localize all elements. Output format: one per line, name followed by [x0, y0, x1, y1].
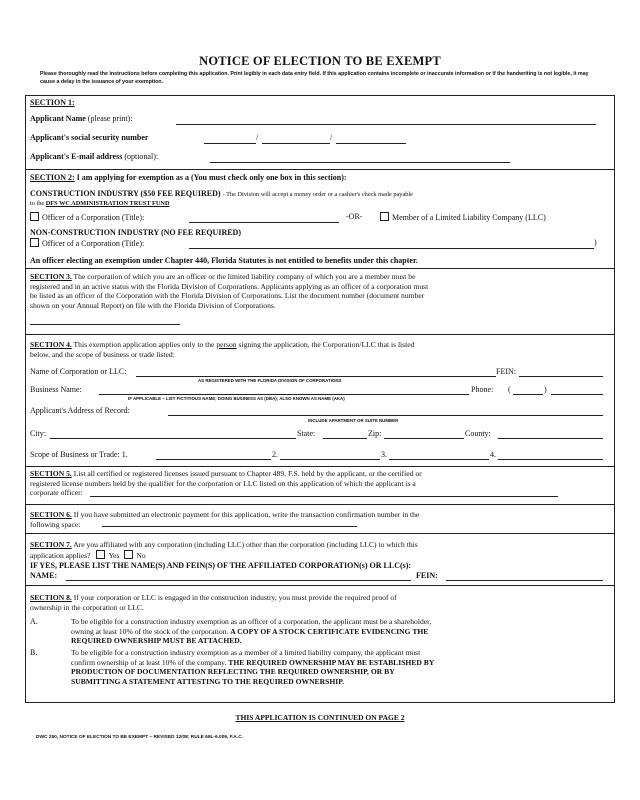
city-label: City: — [30, 429, 47, 438]
item-b-label: B. — [30, 648, 38, 657]
section-4-intro: SECTION 4. This exemption application applies only to the person signing the application, the Corporation/LLC that is listed below, and the scope of business or trade listed: — [30, 340, 415, 359]
ssn-slash-1: / — [256, 133, 259, 142]
scope-field-1[interactable] — [156, 459, 271, 460]
section-3-text: SECTION 3. The corporation of which you are an officer or the limited liability company of which you are a member must be registered and in an active status with the Florida Division of Corporations. Applicants applying as an officer of a corporation must be listed as an officer of the Corporation with the Florida Division of Corporations. List the document number (document number shown on your Annual Report) on file with the Florida Division of Corporations. — [30, 272, 429, 310]
nci-officer-checkbox[interactable] — [30, 238, 39, 247]
payee-line: to the DFS WC ADMINISTRATION TRUST FUND — [30, 200, 170, 207]
phone-paren-open: ( — [508, 385, 511, 394]
ci-officer-checkbox[interactable] — [30, 212, 39, 221]
section-2 — [26, 170, 614, 269]
nci-officer-option[interactable]: Officer of a Corporation (Title): — [30, 238, 144, 248]
construction-industry-heading: CONSTRUCTION INDUSTRY ($50 FEE REQUIRED) - The Division will accept a money order or a cashier's check made payable — [30, 189, 413, 198]
scope-num-2: 2. — [272, 450, 278, 459]
document-number-field[interactable] — [30, 324, 180, 325]
phone-label: Phone: — [471, 385, 494, 394]
section-7-text: SECTION 7. Are you affiliated with any corporation (including LLC) other than the corporation (including LLC) to which this application applies? Yes No — [30, 540, 418, 560]
form-title: NOTICE OF ELECTION TO BE EXEMPT — [199, 54, 441, 68]
ssn-field-1[interactable] — [204, 143, 256, 144]
email-label: Applicant's E-mail address (optional): — [30, 152, 159, 161]
affiliated-fein-label: FEIN: — [416, 571, 438, 580]
applicant-name-field[interactable] — [176, 124, 596, 125]
non-construction-heading: NON-CONSTRUCTION INDUSTRY (NO FEE REQUIRED) — [30, 228, 241, 237]
ssn-field-3[interactable] — [336, 143, 406, 144]
section-6-text: SECTION 6. If you have submitted an electronic payment for this application, write the transaction confirmation number in the following space: — [30, 510, 420, 529]
scope-field-4[interactable] — [498, 459, 603, 460]
scope-num-4: 4. — [490, 450, 496, 459]
section-5-header: SECTION 5. — [30, 469, 72, 478]
scope-label: Scope of Business or Trade: 1. — [30, 450, 128, 459]
corp-name-label: Name of Corporation or LLC: — [30, 367, 127, 376]
or-separator: -OR- — [346, 212, 363, 221]
fein-label: FEIN: — [496, 367, 516, 376]
state-label: State: — [297, 429, 316, 438]
licenses-field[interactable] — [90, 496, 558, 497]
section-5 — [26, 467, 614, 505]
section-8-header: SECTION 8. — [30, 593, 72, 602]
nci-officer-title-field[interactable] — [189, 248, 594, 249]
phone-area-code-field[interactable] — [513, 394, 543, 395]
section-8-intro: SECTION 8. If your corporation or LLC is engaged in the construction industry, you must provide the required proof of ownership in the corporation or LLC. — [30, 593, 397, 612]
zip-field[interactable] — [384, 438, 464, 439]
address-label: Applicant's Address of Record: — [30, 406, 130, 415]
affiliated-instruction: IF YES, PLEASE LIST THE NAME(S) AND FEIN(S) OF THE AFFILIATED CORPORATION(s) OR LLC(s): — [30, 561, 412, 570]
ssn-field-2[interactable] — [262, 143, 330, 144]
zip-label: Zip: — [368, 429, 382, 438]
section-7-header: SECTION 7. — [30, 540, 72, 549]
ci-llc-checkbox[interactable] — [380, 212, 389, 221]
corp-name-field[interactable] — [136, 376, 496, 377]
section-8 — [26, 586, 614, 703]
benefits-warning: An officer electing an exemption under Chapter 440, Florida Statutes is not entitled to benefits under this chapter. — [30, 256, 418, 265]
phone-paren-close: ) — [544, 385, 547, 394]
section-5-text: SECTION 5. List all certified or registered licenses issued pursuant to Chapter 489, F.S. held by the applicant, or the certified or registered license numbers held by the qualifier for the corporation or LLC listed on this application of which the applicant is a corporate officer: — [30, 469, 422, 497]
yes-checkbox[interactable] — [96, 550, 105, 559]
address-field[interactable] — [168, 415, 603, 416]
ssn-slash-2: / — [330, 133, 333, 142]
county-label: County: — [465, 429, 491, 438]
applicant-name-label: Applicant Name (please print): — [30, 114, 133, 123]
no-checkbox[interactable] — [124, 550, 133, 559]
scope-field-2[interactable] — [280, 459, 380, 460]
form-footer: DWC 250, NOTICE OF ELECTION TO BE EXEMPT – REVISED 12/08; RULE 69L-6.009, F.A.C. — [36, 735, 244, 740]
ci-officer-option[interactable]: Officer of a Corporation (Title): — [30, 212, 144, 222]
fein-field[interactable] — [519, 376, 603, 377]
ci-llc-option[interactable]: Member of a Limited Liability Company (LLC) — [380, 212, 546, 222]
corp-name-note: AS REGISTERED WITH THE FLORIDA DIVISION OF CORPORATIONS — [198, 378, 342, 383]
affiliated-name-field[interactable] — [66, 580, 411, 581]
business-name-note: IF APPLICABLE – LIST FICTITIOUS NAME; DOING BUSINESS AS (DBA); ALSO KNOWN AS NAME (AKA) — [128, 396, 345, 401]
closing-paren: ) — [594, 238, 597, 247]
section-4 — [26, 335, 614, 467]
item-a-label: A. — [30, 617, 38, 626]
business-name-label: Business Name: — [30, 385, 82, 394]
continued-notice: THIS APPLICATION IS CONTINUED ON PAGE 2 — [235, 713, 405, 722]
no-label: No — [136, 550, 146, 560]
section-3 — [26, 269, 614, 335]
state-field[interactable] — [323, 438, 367, 439]
phone-number-field[interactable] — [551, 394, 603, 395]
confirmation-number-field[interactable] — [102, 526, 357, 527]
section-1-header: SECTION 1: — [30, 98, 75, 107]
application-form — [25, 95, 615, 703]
section-4-header: SECTION 4. — [30, 340, 72, 349]
item-b-text: To be eligible for a construction industry exemption as a member of a limited liability company, the applicant must confirm ownership of at least 10% of the company. THE REQUIRED OWNERSHIP MAY BE ESTABLISHED BY PRODUCTION OF DOCUMENTATION REFLECTING THE REQUIRED OWNERSHIP, OR BY SUBMITTING A STATEMENT ATTESTING TO THE REQUIRED OWNERSHIP. — [71, 648, 435, 686]
instructions-text: Please thoroughly read the instructions before completing this application. Print legibly in each data entry field. If this application contains incomplete or inaccurate information or if the handwriting is not legible, it may cause a delay in the issuance of your exemption. — [40, 71, 589, 85]
yes-label: Yes — [108, 550, 120, 560]
ssn-label: Applicant's social security number — [30, 133, 149, 142]
scope-field-3[interactable] — [389, 459, 489, 460]
business-name-field[interactable] — [99, 394, 469, 395]
city-field[interactable] — [50, 438, 296, 439]
section-6-header: SECTION 6. — [30, 510, 72, 519]
affiliated-name-label: NAME: — [30, 571, 58, 580]
address-note: INCLUDE APARTMENT OR SUITE NUMBER — [308, 418, 399, 423]
section-3-header: SECTION 3. — [30, 272, 72, 281]
email-field[interactable] — [210, 162, 510, 163]
section-7 — [26, 534, 614, 586]
affiliated-fein-field[interactable] — [446, 580, 603, 581]
scope-num-3: 3. — [381, 450, 387, 459]
county-field[interactable] — [498, 438, 603, 439]
item-a-text: To be eligible for a construction industry exemption as an officer of a corporation, the applicant must be a shareholder, owning at least 10% of the stock of the corporation. A COPY OF A STOCK CERTIFICATE EVIDENCING THE REQUIRED OWNERSHIP MUST BE ATTACHED. — [71, 617, 432, 645]
ci-officer-title-field[interactable] — [189, 222, 339, 223]
section-2-header: SECTION 2: I am applying for exemption as a (You must check only one box in this section): — [30, 173, 347, 182]
section-6 — [26, 505, 614, 534]
section-1 — [26, 96, 614, 170]
